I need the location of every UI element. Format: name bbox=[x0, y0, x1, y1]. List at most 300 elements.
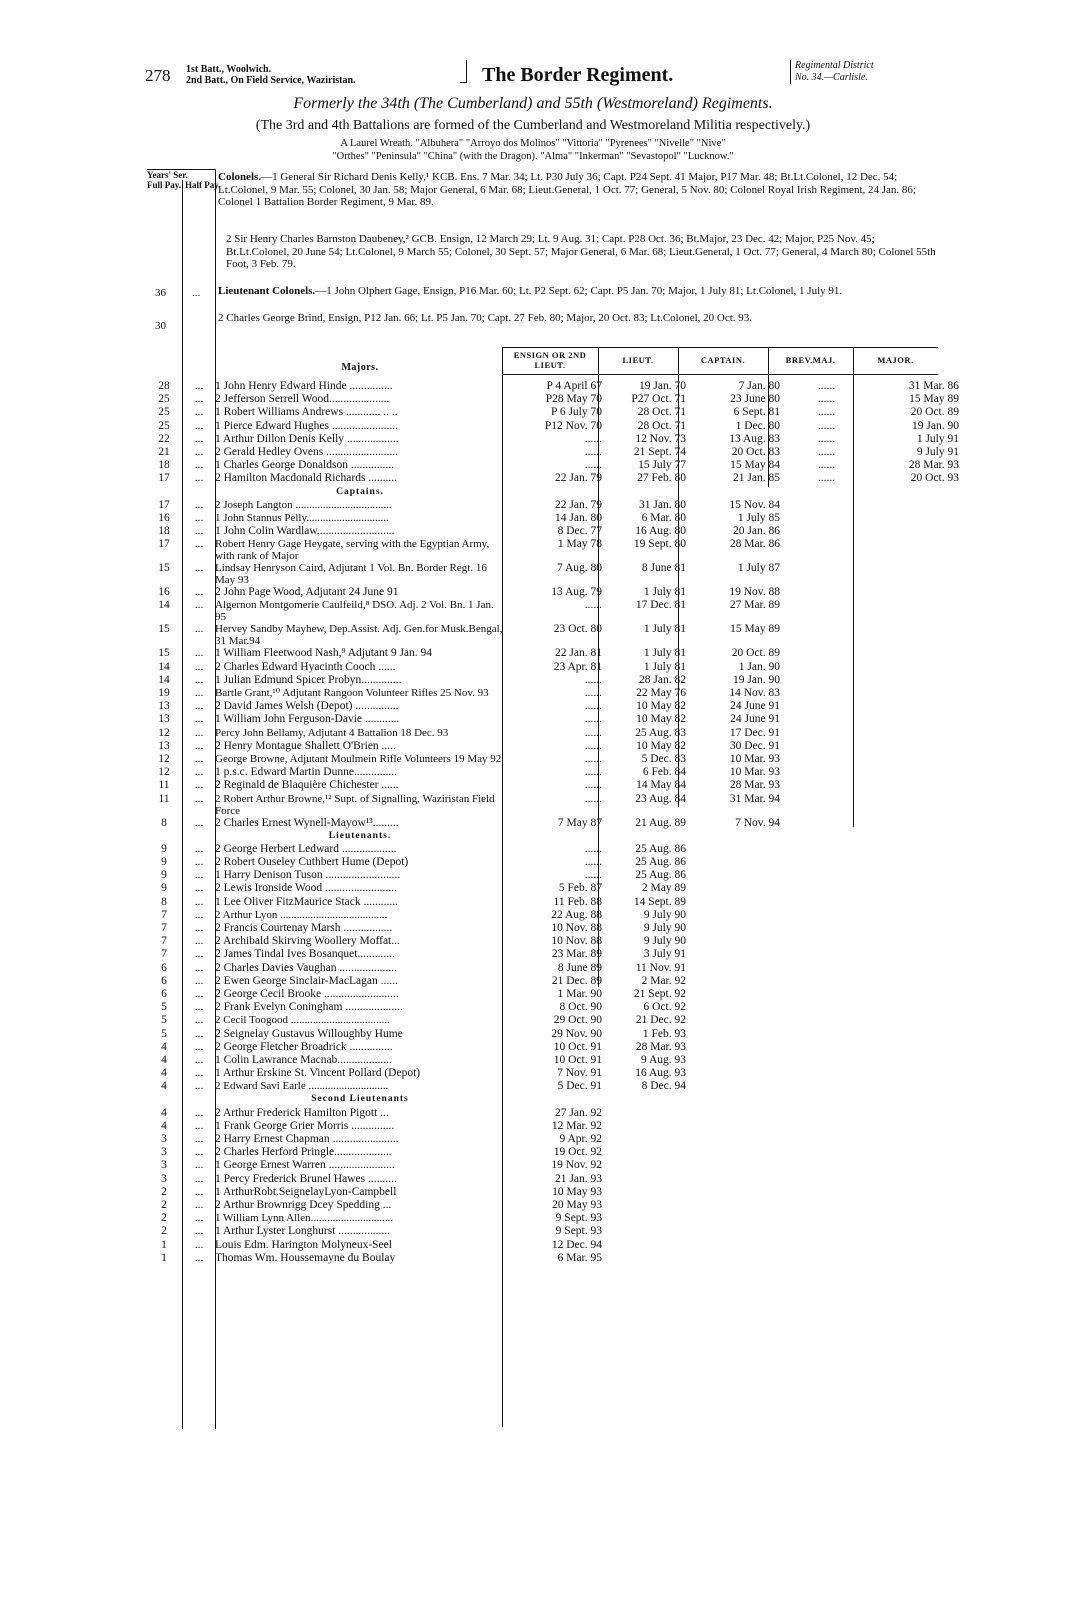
years-service-full-pay: 13 bbox=[158, 713, 170, 726]
ensign-date: ...... bbox=[584, 856, 602, 869]
brevet-major-date bbox=[784, 499, 869, 512]
second-lieutenants-heading: Second Lieutenants bbox=[311, 1094, 409, 1105]
years-service-full-pay: 17 bbox=[158, 538, 170, 551]
officer-name: 1 ArthurRobt.SeignelayLyon-Campbell bbox=[215, 1185, 397, 1198]
regimental-district bbox=[790, 60, 874, 84]
colonels-block bbox=[218, 171, 938, 209]
regimental-district-label: Regimental District bbox=[795, 60, 874, 71]
years-service-half-pay: ... bbox=[194, 393, 204, 406]
ensign-date: 9 Apr. 92 bbox=[559, 1133, 602, 1145]
years-service-half-pay: ... bbox=[194, 432, 204, 445]
years-service-full-pay: 16 bbox=[158, 511, 170, 524]
ensign-date: 22 Jan. 79 bbox=[555, 498, 602, 511]
years-service-half-pay: ... bbox=[194, 726, 204, 739]
brevet-major-date bbox=[784, 1107, 869, 1120]
major-date bbox=[869, 727, 959, 740]
lieut-date: 1 July 81 bbox=[643, 623, 686, 636]
years-service-half-pay: ... bbox=[194, 1238, 204, 1251]
major-date bbox=[869, 1199, 959, 1212]
empty-cell bbox=[784, 830, 869, 843]
major-date bbox=[869, 562, 959, 586]
captain-date bbox=[690, 1212, 784, 1225]
lieut-date: 8 Dec. 94 bbox=[641, 1080, 686, 1093]
captain-row bbox=[145, 727, 959, 740]
major-date bbox=[869, 975, 959, 988]
lt-colonels-block bbox=[218, 285, 938, 298]
years-service-half-pay: ... bbox=[194, 406, 204, 419]
captain-row bbox=[145, 740, 959, 753]
brevet-major-date: ...... bbox=[817, 393, 836, 406]
ensign-date: 1 Mar. 90 bbox=[557, 987, 602, 1000]
lieut-date bbox=[606, 1239, 690, 1252]
captain-date: 28 Mar. 93 bbox=[729, 779, 780, 792]
captain-date bbox=[690, 1001, 784, 1014]
years-service-half-pay: ... bbox=[194, 1198, 204, 1211]
major-row bbox=[145, 380, 959, 393]
captain-date bbox=[690, 1054, 784, 1067]
ensign-date: 29 Oct. 90 bbox=[553, 1014, 602, 1027]
years-service-full-pay: 25 bbox=[158, 419, 170, 432]
captain-date: 6 Sept. 81 bbox=[733, 406, 780, 419]
officer-name: 2 Reginald de Blaquière Chichester ...... bbox=[215, 779, 399, 792]
lieutenant-row bbox=[145, 948, 959, 961]
captain-date bbox=[690, 869, 784, 882]
officer-name: Bartle Grant,¹⁰ Adjutant Rangoon Volunteer Rifles 25 Nov. 93 bbox=[215, 687, 489, 699]
service-header bbox=[147, 170, 221, 190]
brevet-major-date bbox=[784, 1133, 869, 1146]
lieut-date: 27 Feb. 80 bbox=[637, 472, 686, 485]
lieut-date: 22 May 76 bbox=[636, 687, 686, 699]
years-service-half-pay: ... bbox=[194, 1172, 204, 1185]
second-lieutenant-row bbox=[145, 1159, 959, 1172]
years-service-full-pay: 3 bbox=[161, 1159, 167, 1172]
second-lieutenant-row bbox=[145, 1225, 959, 1238]
ensign-date: ...... bbox=[584, 739, 602, 752]
ensign-date: P 4 April 67 bbox=[546, 380, 602, 392]
years-cell bbox=[145, 486, 183, 499]
officer-name: 2 John Page Wood, Adjutant 24 June 91 bbox=[215, 586, 399, 599]
captain-row bbox=[145, 753, 959, 766]
major-date bbox=[869, 1041, 959, 1054]
brevet-major-date bbox=[784, 856, 869, 869]
lieutenant-row bbox=[145, 1028, 959, 1041]
major-date bbox=[869, 740, 959, 753]
lieut-date: 6 Mar. 80 bbox=[641, 511, 686, 524]
officer-name: 2 Arthur Brownrigg Dcey Spedding ... bbox=[215, 1198, 392, 1211]
brevet-major-date bbox=[784, 512, 869, 525]
captain-date bbox=[690, 882, 784, 895]
lieutenant-row bbox=[145, 856, 959, 869]
years-service-full-pay: 9 bbox=[161, 856, 167, 869]
lieut-date: 21 Aug. 89 bbox=[635, 816, 686, 829]
lieut-date bbox=[606, 1225, 690, 1238]
lieutenant-row bbox=[145, 975, 959, 988]
officer-name: 2 Gerald Hedley Ovens ......................... bbox=[215, 445, 399, 458]
brevet-major-date: ...... bbox=[817, 459, 836, 472]
years-service-half-pay: ... bbox=[194, 1212, 204, 1225]
years-service-half-pay: ... bbox=[194, 673, 204, 686]
captain-date bbox=[690, 909, 784, 922]
brevet-major-date bbox=[784, 674, 869, 687]
lieut-date: 9 Aug. 93 bbox=[640, 1053, 686, 1066]
captain-row bbox=[145, 700, 959, 713]
years-service-half-pay: ... bbox=[194, 660, 204, 673]
ensign-date: 13 Aug. 79 bbox=[551, 586, 602, 599]
ensign-date: 22 Jan. 81 bbox=[555, 647, 602, 660]
years-service-half-pay: ... bbox=[194, 1133, 204, 1145]
brevet-major-date bbox=[784, 1014, 869, 1027]
empty-cell bbox=[690, 830, 784, 843]
captain-date: 1 Jan. 90 bbox=[738, 660, 780, 673]
ensign-date: 22 Aug. 88 bbox=[551, 908, 602, 921]
empty-cell bbox=[606, 830, 690, 843]
lieutenant-row bbox=[145, 988, 959, 1001]
major-date bbox=[869, 525, 959, 538]
years-service-half-pay: ... bbox=[194, 1119, 204, 1132]
years-service-full-pay: 11 bbox=[158, 779, 170, 792]
ensign-date: ...... bbox=[584, 599, 602, 612]
lieutenant-row bbox=[145, 935, 959, 948]
major-date bbox=[869, 1133, 959, 1146]
brevet-major-date: ...... bbox=[817, 419, 836, 432]
captain-date: 15 May 84 bbox=[730, 459, 780, 472]
officer-name: 2 Frank Evelyn Coningham .................... bbox=[215, 1001, 403, 1014]
brevet-major-date bbox=[784, 713, 869, 726]
empty-cell bbox=[690, 1093, 784, 1106]
captain-row bbox=[145, 586, 959, 599]
lieutenant-row bbox=[145, 896, 959, 909]
battalion-1: 1st Batt., Woolwich. bbox=[186, 64, 272, 75]
brevet-major-date bbox=[784, 988, 869, 1001]
second-lieutenant-row bbox=[145, 1186, 959, 1199]
second-lieutenant-row bbox=[145, 1146, 959, 1159]
lieut-date bbox=[606, 1252, 690, 1265]
captain-date: 10 Mar. 93 bbox=[729, 752, 780, 765]
lieut-date: P27 Oct. 71 bbox=[631, 393, 686, 406]
lt-colonel-1-half: ... bbox=[192, 287, 201, 299]
ensign-date: P12 Nov. 70 bbox=[544, 419, 602, 432]
brevet-major-date bbox=[784, 1225, 869, 1238]
officer-name: 2 Seignelay Gustavus Willoughby Hume bbox=[215, 1027, 403, 1040]
lieut-date: 25 Aug. 86 bbox=[635, 842, 686, 855]
brevet-major-date bbox=[784, 1186, 869, 1199]
brevet-major-date bbox=[784, 1159, 869, 1172]
years-service-full-pay: 9 bbox=[161, 842, 167, 855]
brevet-major-date bbox=[784, 1173, 869, 1186]
brevet-major-date bbox=[784, 975, 869, 988]
captain-date: 19 Jan. 90 bbox=[733, 673, 780, 686]
major-date: 20 Oct. 93 bbox=[910, 472, 959, 485]
captain-date bbox=[690, 1107, 784, 1120]
full-pay-label: Full Pay. bbox=[147, 180, 182, 190]
years-service-full-pay: 15 bbox=[158, 562, 170, 575]
major-row bbox=[145, 459, 959, 472]
major-date bbox=[869, 1028, 959, 1041]
years-service-half-pay: ... bbox=[194, 922, 204, 934]
years-service-half-pay: ... bbox=[194, 816, 204, 829]
lieut-date: 12 Nov. 73 bbox=[635, 432, 686, 445]
major-date: 20 Oct. 89 bbox=[910, 406, 959, 419]
lieutenant-row bbox=[145, 922, 959, 935]
captain-date bbox=[690, 1239, 784, 1252]
captain-date bbox=[690, 935, 784, 948]
brevet-major-date: ...... bbox=[817, 472, 836, 485]
ensign-date: ...... bbox=[584, 687, 602, 699]
captain-date bbox=[690, 1252, 784, 1265]
major-row bbox=[145, 420, 959, 433]
officer-name: 2 Cecil Toogood .................................... bbox=[215, 1014, 390, 1027]
lieut-date: 17 Dec. 81 bbox=[635, 599, 686, 612]
captain-row bbox=[145, 779, 959, 792]
officer-name: 2 Jefferson Serrell Wood..................... bbox=[215, 393, 390, 406]
years-service-full-pay: 22 bbox=[158, 432, 170, 445]
captain-date bbox=[690, 988, 784, 1001]
years-service-half-pay: ... bbox=[194, 895, 204, 908]
ensign-date: 1 May 78 bbox=[557, 538, 602, 551]
brevet-major-date bbox=[784, 1028, 869, 1041]
major-date bbox=[869, 909, 959, 922]
captain-date: 7 Nov. 94 bbox=[735, 816, 780, 829]
years-service-full-pay: 4 bbox=[161, 1080, 167, 1093]
lieut-date bbox=[606, 1120, 690, 1133]
battle-honours-line-2: "Orthes" "Peninsula" "China" (with the Dragon). "Alma" "Inkerman" "Sevastopol" "Lucknow." bbox=[332, 151, 734, 162]
major-date bbox=[869, 599, 959, 623]
brevet-major-date bbox=[784, 1146, 869, 1159]
officer-name: 1 Lee Oliver FitzMaurice Stack ............ bbox=[215, 895, 398, 908]
ensign-date: ...... bbox=[584, 766, 602, 779]
years-service-half-pay: ... bbox=[194, 1146, 204, 1159]
brevet-major-date bbox=[784, 1252, 869, 1265]
brevet-major-date: ...... bbox=[817, 432, 836, 445]
major-date bbox=[869, 856, 959, 869]
officer-roll bbox=[145, 380, 959, 1265]
ensign-date: 19 Nov. 92 bbox=[551, 1159, 602, 1172]
major-row bbox=[145, 446, 959, 459]
officer-name: 1 John Henry Edward Hinde ............... bbox=[215, 380, 393, 392]
officer-name: 1 Robert Williams Andrews ............ .. .. bbox=[215, 406, 398, 419]
officer-name: 2 Joseph Langton ................................... bbox=[215, 498, 392, 511]
ensign-date: ...... bbox=[584, 713, 602, 726]
major-date bbox=[869, 896, 959, 909]
ensign-date: 10 Nov. 88 bbox=[551, 922, 602, 934]
brevet-major-date bbox=[784, 538, 869, 562]
captain-date: 1 July 87 bbox=[737, 562, 780, 575]
ensign-date: ...... bbox=[584, 459, 602, 472]
years-service-full-pay: 19 bbox=[158, 687, 170, 699]
years-service-full-pay: 4 bbox=[161, 1067, 167, 1080]
ensign-date: 8 Oct. 90 bbox=[559, 1001, 602, 1014]
major-date bbox=[869, 661, 959, 674]
second-lieutenant-row bbox=[145, 1173, 959, 1186]
officer-name: 2 Charles Herford Pringle.................... bbox=[215, 1146, 392, 1159]
brevet-major-date bbox=[784, 599, 869, 623]
captain-row bbox=[145, 647, 959, 660]
half-pay-label: Half Pay. bbox=[185, 180, 221, 190]
years-service-full-pay: 13 bbox=[158, 700, 170, 713]
officer-name: Lindsay Henryson Caird, Adjutant 1 Vol. Bn. Border Regt. 16 May 93 bbox=[215, 562, 487, 587]
major-date bbox=[869, 700, 959, 713]
major-date: 31 Mar. 86 bbox=[908, 380, 959, 392]
lieutenant-row bbox=[145, 962, 959, 975]
brevet-major-date bbox=[784, 647, 869, 660]
captain-date: 28 Mar. 86 bbox=[729, 538, 780, 551]
major-column-header: MAJOR. bbox=[877, 355, 914, 365]
lieutenant-row bbox=[145, 1054, 959, 1067]
years-service-full-pay: 2 bbox=[161, 1212, 167, 1225]
officer-name: 2 Arthur Lyon ....................................... bbox=[215, 908, 388, 921]
page-number: 278 bbox=[145, 66, 171, 85]
second-lieutenant-row bbox=[145, 1120, 959, 1133]
lieut-date: 9 July 90 bbox=[643, 922, 686, 934]
captain-date bbox=[690, 1146, 784, 1159]
lieut-date bbox=[606, 1133, 690, 1146]
header-bracket bbox=[460, 60, 467, 83]
captain-row bbox=[145, 766, 959, 779]
years-service-half-pay: ... bbox=[194, 459, 204, 472]
officer-name: 1 George Ernest Warren ....................... bbox=[215, 1159, 395, 1172]
major-date bbox=[869, 687, 959, 700]
ensign-date: ...... bbox=[584, 432, 602, 445]
captain-date bbox=[690, 962, 784, 975]
brevet-major-date: ...... bbox=[817, 380, 836, 392]
captain-date: 30 Dec. 91 bbox=[729, 739, 780, 752]
ensign-date: 7 Nov. 91 bbox=[557, 1067, 602, 1080]
major-date bbox=[869, 586, 959, 599]
years-service-half-pay: ... bbox=[194, 779, 204, 792]
lieut-date: 28 Jan. 82 bbox=[639, 673, 686, 686]
major-date bbox=[869, 935, 959, 948]
lieutenants-heading: Lieutenants. bbox=[328, 830, 392, 841]
lieutenant-row bbox=[145, 1041, 959, 1054]
brevet-major-date bbox=[784, 766, 869, 779]
colonel-entry-2: 2 Sir Henry Charles Barnston Daubeney,² GCB. Ensign, 12 March 29; Lt. 9 Aug. 31; Capt. P28 Oct. 36; Bt.Major, 23 Dec. 42; Major, P25 Nov. 45; Bt.Lt.Colonel, 20 June 54; Lt.Colonel, 9 March 55; Colonel, 30 Sept. 57; Major General, 6 Mar. 68; Lieut.General, 1 Oct. 77; General, 4 March 80; Colonel 55th Foot, 3 Feb. 79. bbox=[226, 233, 936, 270]
major-date bbox=[869, 1146, 959, 1159]
empty-cell bbox=[869, 486, 959, 499]
captain-row bbox=[145, 687, 959, 700]
officer-name: 1 John Colin Wardlaw........................... bbox=[215, 525, 395, 538]
captain-date: 19 Nov. 88 bbox=[729, 586, 780, 599]
years-service-full-pay: 7 bbox=[161, 935, 167, 948]
major-date bbox=[869, 512, 959, 525]
lieutenant-row bbox=[145, 843, 959, 856]
captain-row bbox=[145, 674, 959, 687]
lieut-date bbox=[606, 1173, 690, 1186]
major-date bbox=[869, 1225, 959, 1238]
years-service-full-pay: 2 bbox=[161, 1225, 167, 1238]
years-service-full-pay: 6 bbox=[161, 974, 167, 987]
captain-date bbox=[690, 1159, 784, 1172]
second-lieutenants-heading-row bbox=[145, 1093, 959, 1106]
captain-row bbox=[145, 661, 959, 674]
officer-name: 2 Robert Arthur Browne,¹² Supt. of Signalling, Waziristan Field Force bbox=[215, 792, 495, 817]
major-date bbox=[869, 1001, 959, 1014]
ensign-date: 12 Dec. 94 bbox=[551, 1238, 602, 1251]
lieut-date: 25 Aug. 86 bbox=[635, 869, 686, 882]
lieut-date: 25 Aug. 83 bbox=[635, 726, 686, 739]
empty-cell bbox=[784, 1093, 869, 1106]
captain-date: 1 Dec. 80 bbox=[735, 419, 780, 432]
page-title: The Border Regiment. bbox=[482, 64, 674, 86]
lt-colonel-entry-1: —1 John Olphert Gage, Ensign, P16 Mar. 60; Lt. P2 Sept. 62; Capt. P5 Jan. 70; Major, 1 July 81; Lt.Colonel, 1 July 91. bbox=[315, 285, 843, 297]
major-row bbox=[145, 433, 959, 446]
ensign-date: ...... bbox=[584, 779, 602, 792]
years-service-full-pay: 6 bbox=[161, 961, 167, 974]
lieut-date: 21 Sept. 92 bbox=[633, 987, 686, 1000]
officer-name: 1 Charles George Donaldson ............... bbox=[215, 459, 394, 472]
ensign-date: 9 Sept. 93 bbox=[555, 1212, 602, 1225]
empty-cell bbox=[690, 486, 784, 499]
captain-row bbox=[145, 623, 959, 647]
brevet-major-date: ...... bbox=[817, 406, 836, 419]
ensign-date: 29 Nov. 90 bbox=[551, 1027, 602, 1040]
years-cell bbox=[145, 1093, 183, 1106]
years-service-half-pay: ... bbox=[194, 1106, 204, 1119]
years-service-half-pay: ... bbox=[194, 1027, 204, 1040]
years-service-half-pay: ... bbox=[194, 961, 204, 974]
colonels-label: Colonels. bbox=[218, 171, 262, 183]
major-date bbox=[869, 1252, 959, 1265]
captain-date: 24 June 91 bbox=[730, 700, 780, 713]
officer-name: 1 Frank George Grier Morris ............... bbox=[215, 1119, 395, 1132]
years-service-full-pay: 1 bbox=[161, 1238, 167, 1251]
years-service-full-pay: 2 bbox=[161, 1198, 167, 1211]
years-service-full-pay: 1 bbox=[161, 1251, 167, 1264]
captain-row bbox=[145, 512, 959, 525]
major-date bbox=[869, 647, 959, 660]
major-date bbox=[869, 843, 959, 856]
officer-name: 2 George Herbert Ledward ................... bbox=[215, 842, 397, 855]
years-service-half-pay: ... bbox=[194, 842, 204, 855]
years-service-full-pay: 6 bbox=[161, 987, 167, 1000]
officer-name: Louis Edm. Harington Molyneux-Seel bbox=[215, 1238, 392, 1251]
ensign-date: 19 Oct. 92 bbox=[553, 1146, 602, 1159]
major-row bbox=[145, 472, 959, 485]
major-date bbox=[869, 1239, 959, 1252]
years-service-full-pay: 4 bbox=[161, 1040, 167, 1053]
brevet-major-date bbox=[784, 817, 869, 830]
years-service-full-pay: 17 bbox=[158, 498, 170, 511]
years-service-half-pay: ... bbox=[194, 935, 204, 948]
major-date bbox=[869, 538, 959, 562]
captain-row bbox=[145, 793, 959, 817]
empty-cell bbox=[784, 486, 869, 499]
years-service-full-pay: 4 bbox=[161, 1119, 167, 1132]
brevet-major-date bbox=[784, 909, 869, 922]
captain-date: 15 Nov. 84 bbox=[729, 498, 780, 511]
brevet-major-date bbox=[784, 740, 869, 753]
half-pay-cell bbox=[183, 830, 215, 843]
captain-date bbox=[690, 896, 784, 909]
captain-date bbox=[690, 975, 784, 988]
years-service-full-pay: 7 bbox=[161, 908, 167, 921]
empty-cell bbox=[505, 830, 606, 843]
years-service-half-pay: ... bbox=[194, 1040, 204, 1053]
years-service-half-pay: ... bbox=[194, 1053, 204, 1066]
second-lieutenant-row bbox=[145, 1252, 959, 1265]
captain-row bbox=[145, 538, 959, 562]
captain-date bbox=[690, 948, 784, 961]
years-service-full-pay: 14 bbox=[158, 599, 170, 612]
lieut-date: 9 July 90 bbox=[643, 935, 686, 948]
ensign-date: 14 Jan. 80 bbox=[555, 511, 602, 524]
lieutenant-row bbox=[145, 1014, 959, 1027]
lieut-date: 23 Aug. 84 bbox=[635, 792, 686, 805]
years-service-full-pay: 15 bbox=[158, 647, 170, 660]
captain-date bbox=[690, 1133, 784, 1146]
years-service-half-pay: ... bbox=[194, 882, 204, 895]
years-service-half-pay: ... bbox=[194, 948, 204, 961]
lt-colonel-2-years: 30 bbox=[155, 320, 166, 332]
